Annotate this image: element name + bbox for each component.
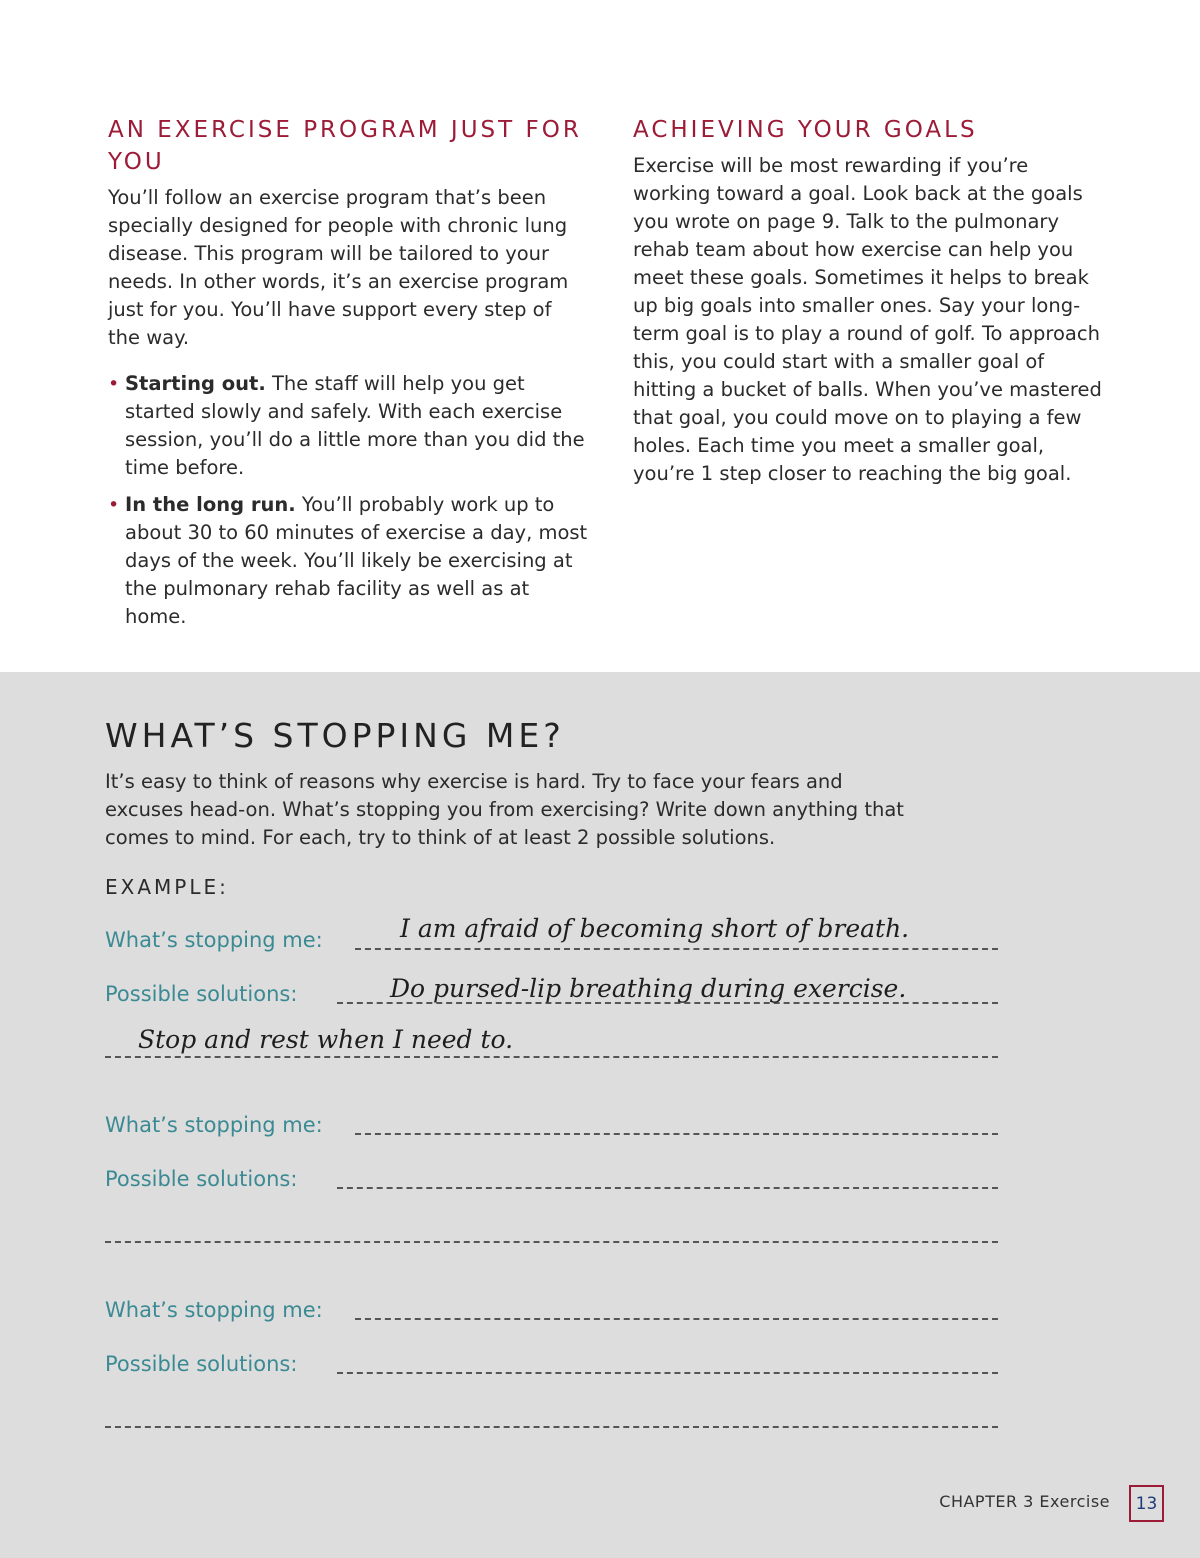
exercise-program-bullets	[108, 370, 588, 631]
section-heading-achieving-goals: ACHIEVING YOUR GOALS	[633, 117, 978, 143]
section-heading-exercise-program: AN EXERCISE PROGRAM JUST FOR YOU	[108, 117, 582, 175]
solution-input-line-2b[interactable]	[105, 1426, 998, 1428]
exercise-program-intro: You’ll follow an exercise program that’s been specially designed for people with chronic lung disease. This program will be tailored to your needs. In other words, it’s an exercise program just for you. You’ll have support every step of the way.	[108, 186, 569, 349]
solution-input-line-2a[interactable]	[337, 1372, 998, 1374]
solutions-label: Possible solutions:	[105, 982, 298, 1006]
bullet-icon: •	[108, 494, 120, 516]
handwritten-example-stopping: I am afraid of becoming short of breath.	[400, 914, 910, 943]
example-solution-line-2	[105, 1056, 998, 1058]
stopping-input-line-2[interactable]	[355, 1318, 998, 1320]
stopping-label: What’s stopping me:	[105, 928, 323, 952]
bullet-text: The staff will help you get started slowly and safely. With each exercise session, you’ll do a little more than you did the time before.	[125, 372, 585, 479]
handwritten-example-solution-1: Do pursed-lip breathing during exercise.	[390, 974, 907, 1003]
stopping-label: What’s stopping me:	[105, 1298, 323, 1322]
example-stopping-line	[355, 948, 998, 950]
achieving-goals-body: Exercise will be most rewarding if you’re working toward a goal. Look back at the goals you wrote on page 9. Talk to the pulmonary rehab team about how exercise can help you meet these goals. Sometimes it helps to break up big goals into smaller ones. Say your long-term goal is to play a round of golf. To approach this, you could start with a smaller goal of hitting a bucket of balls. When you’ve mastered that goal, you could move on to playing a few holes. Each time you meet a smaller goal, you’re 1 step closer to reaching the big goal.	[633, 154, 1102, 485]
solutions-label: Possible solutions:	[105, 1352, 298, 1376]
left-column	[108, 114, 588, 640]
bullet-icon: •	[108, 373, 120, 395]
right-column	[633, 114, 1103, 488]
worksheet-intro: It’s easy to think of reasons why exercise is hard. Try to face your fears and excuses head-on. What’s stopping you from exercising? Write down anything that comes to mind. For each, try to think of at least 2 possible solutions.	[105, 770, 904, 849]
worksheet-title: WHAT’S STOPPING ME?	[105, 716, 565, 755]
list-item	[108, 370, 588, 482]
stopping-label: What’s stopping me:	[105, 1113, 323, 1137]
bullet-title: In the long run.	[125, 493, 296, 516]
bullet-title: Starting out.	[125, 372, 266, 395]
handwritten-example-solution-2: Stop and rest when I need to.	[138, 1025, 514, 1054]
bullet-text: You’ll probably work up to about 30 to 60 minutes of exercise a day, most days of the week. You’ll likely be exercising at the pulmonary rehab facility as well as at home.	[125, 493, 588, 628]
solution-input-line-1a[interactable]	[337, 1187, 998, 1189]
stopping-input-line-1[interactable]	[355, 1133, 998, 1135]
list-item	[108, 491, 588, 631]
solutions-label: Possible solutions:	[105, 1167, 298, 1191]
chapter-footer: CHAPTER 3 Exercise	[939, 1492, 1110, 1511]
page-number: 13	[1129, 1485, 1164, 1522]
example-label: EXAMPLE:	[105, 875, 229, 899]
solution-input-line-1b[interactable]	[105, 1241, 998, 1243]
